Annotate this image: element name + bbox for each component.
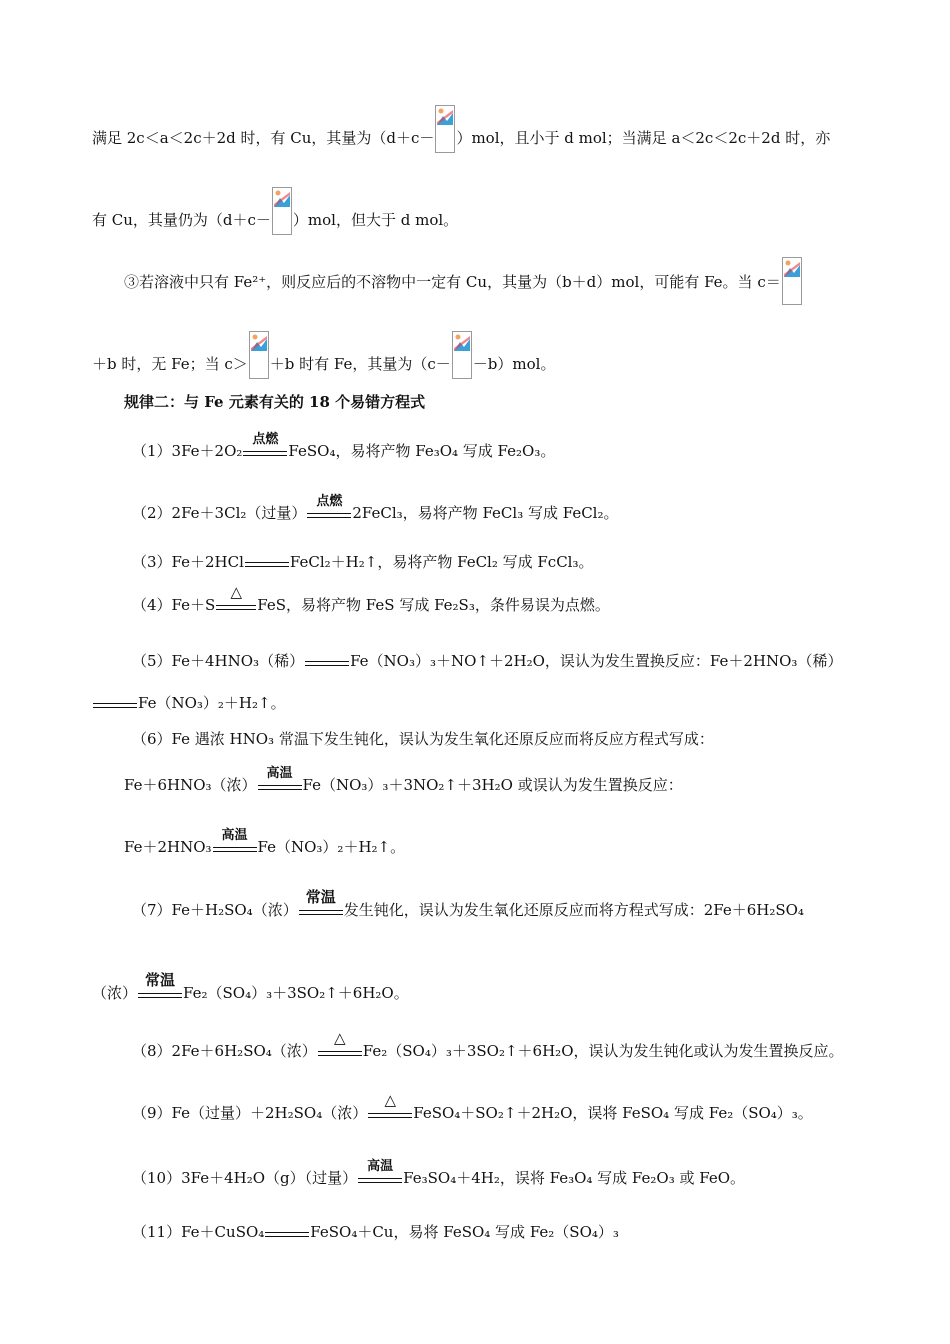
equation-line: （10）3Fe＋4H₂O（g）（过量） 高温 Fe₃SO₄＋4H₂，误将 Fe₃O₄ 写成 Fe₂O₃ 或 FeO。 (132, 1159, 746, 1187)
equation-line: （9）Fe（过量）＋2H₂SO₄（浓） △ FeSO₄＋SO₂↑＋2H₂O，误将 FeSO₄ 写成 Fe₂（SO₄）₃。 (132, 1091, 813, 1122)
reaction-arrow: 高温 (213, 838, 257, 858)
equation-line: （浓） 常温 Fe₂（SO₄）₃＋3SO₂↑＋6H₂O。 (92, 971, 409, 1002)
equation-line: （3）Fe＋2HCl FeCl₂＋H₂↑，易将产物 FeCl₂ 写成 FcCl₃。 (132, 553, 594, 571)
equation-line: Fe＋6HNO₃（浓） 高温 Fe（NO₃）₃＋3NO₂↑＋3H₂O 或误认为发生置换反应： (124, 766, 683, 794)
equation-line: （4）Fe＋S △ FeS，易将产物 FeS 写成 Fe₂S₃，条件易误为点燃。 (132, 583, 610, 614)
reaction-arrow: 高温 (358, 1169, 402, 1189)
text-line: 有 Cu，其量仍为（d＋c－ ）mol，但大于 d mol。 (92, 197, 458, 245)
text-line: ＋b 时，无 Fe；当 c＞ ＋b 时有 Fe，其量为（c－ －b）mol。 (92, 341, 555, 389)
broken-image-icon (435, 105, 455, 153)
equation-line: Fe＋2HNO₃ 高温 Fe（NO₃）₂＋H₂↑。 (124, 828, 406, 856)
reaction-arrow: △ (216, 596, 256, 616)
reaction-arrow: 常温 (299, 901, 343, 921)
reaction-arrow: △ (368, 1104, 412, 1124)
broken-image-icon (272, 187, 292, 235)
text-line: 满足 2c＜a＜2c＋2d 时，有 Cu，其量为（d＋c－ ）mol，且小于 d mol；当满足 a＜2c＜2c＋2d 时，亦 (92, 115, 830, 163)
reaction-arrow (265, 1223, 309, 1243)
broken-image-icon (452, 331, 472, 379)
reaction-arrow: 点燃 (307, 504, 351, 524)
equation-line: （2）2Fe＋3Cl₂（过量） 点燃 2FeCl₃，易将产物 FeCl₃ 写成 FeCl₂。 (132, 494, 619, 522)
equation-line: （11）Fe＋CuSO₄ FeSO₄＋Cu，易将 FeSO₄ 写成 Fe₂（SO₄）₃ (132, 1223, 619, 1241)
reaction-arrow: △ (318, 1042, 362, 1062)
reaction-arrow (93, 694, 137, 714)
equation-line: Fe（NO₃）₂＋H₂↑。 (92, 693, 286, 714)
equation-line: （7）Fe＋H₂SO₄（浓） 常温 发生钝化，误认为发生氧化还原反应而将方程式写成：2Fe＋6H₂SO₄ (132, 888, 804, 919)
reaction-arrow: 点燃 (243, 442, 287, 462)
equation-line: （5）Fe＋4HNO₃（稀） Fe（NO₃）₃＋NO↑＋2H₂O，误认为发生置换反应：Fe＋2HNO₃（稀） (132, 652, 843, 670)
equation-line: （1）3Fe＋2O₂ 点燃 FeSO₄，易将产物 Fe₃O₄ 写成 Fe₂O₃。 (132, 432, 556, 460)
reaction-arrow: 高温 (258, 776, 302, 796)
equation-line: （6）Fe 遇浓 HNO₃ 常温下发生钝化，误认为发生氧化还原反应而将反应方程式写成： (132, 730, 714, 748)
broken-image-icon (782, 257, 802, 305)
text-line: ③若溶液中只有 Fe²⁺，则反应后的不溶物中一定有 Cu，其量为（b＋d）mol，可能有 Fe。当 c＝ (124, 259, 803, 307)
reaction-arrow: 常温 (138, 984, 182, 1004)
reaction-arrow (305, 652, 349, 672)
reaction-arrow (245, 553, 289, 573)
equation-line: （8）2Fe＋6H₂SO₄（浓） △ Fe₂（SO₄）₃＋3SO₂↑＋6H₂O，误认为发生钝化或认为发生置换反应。 (132, 1029, 844, 1060)
section-heading: 规律二：与 Fe 元素有关的 18 个易错方程式 (124, 393, 426, 411)
broken-image-icon (249, 331, 269, 379)
